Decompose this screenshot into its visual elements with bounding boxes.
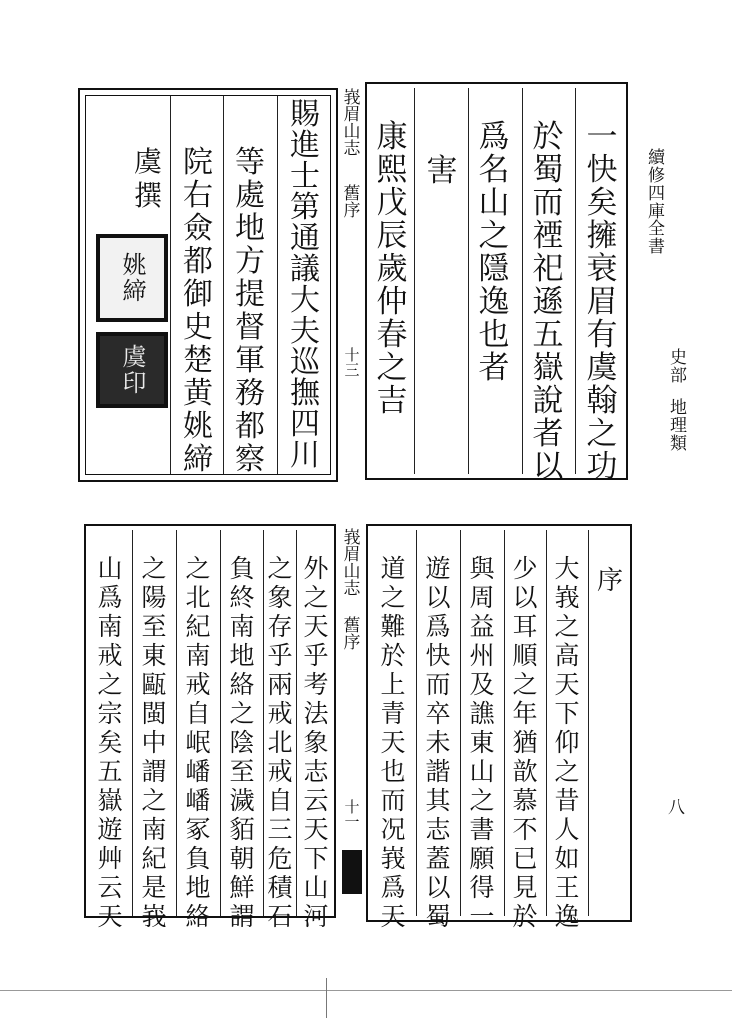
collection-title: 續 修 四 庫 全 書 [648, 148, 665, 258]
bottom-text-column-7: 之 象 存 乎 兩 戒 北 戒 自 三 危 積 石 [267, 554, 293, 931]
column-rule [588, 530, 589, 916]
top-text-column-3: 爲 名 山 之 隱 逸 也 者 [478, 119, 510, 386]
bottom-text-column-8: 負 終 南 地 絡 之 陰 至 濊 貊 朝 鮮 謂 [229, 554, 255, 931]
column-rule [296, 530, 297, 916]
column-rule [132, 530, 133, 916]
top-text-column-8: 院 右 僉 都 御 史 楚 黄 姚 締 [183, 145, 213, 477]
column-rule [575, 88, 576, 474]
bottom-text-column-10: 之 陽 至 東 甌 閩 中 謂 之 南 紀 是 峩 [141, 554, 167, 931]
top-text-column-7: 等 處 地 方 提 督 軍 務 都 察 [235, 145, 265, 477]
column-rule [277, 96, 278, 474]
top-gutter-title: 峩 眉 山 志 [343, 88, 361, 159]
scan-edge-line [0, 990, 732, 991]
bottom-gutter-title: 峩 眉 山 志 [343, 528, 361, 599]
column-rule [416, 530, 417, 916]
top-text-column-4: 害 [426, 153, 458, 189]
top-gutter-folio: 十 三 [344, 346, 360, 379]
category-label: 地 理 類 [670, 398, 687, 454]
bottom-text-column-5: 道 之 難 於 上 青 天 也 而 况 峩 爲 天 [380, 554, 406, 931]
column-rule [460, 530, 461, 916]
bottom-text-column-2: 少 以 耳 順 之 年 猶 歆 慕 不 已 見 於 [512, 554, 538, 931]
top-text-column-5: 康 熙 戊 辰 歲 仲 春 之 吉 [376, 119, 408, 419]
page-number: 八 [668, 798, 685, 818]
bottom-text-column-6: 外 之 天 乎 考 法 象 志 云 天 下 山 河 [303, 554, 329, 931]
courtesy-seal [96, 332, 168, 408]
seal-text: 虞印 [118, 344, 146, 396]
column-rule [414, 88, 415, 474]
bottom-gutter-section: 舊 序 [343, 616, 361, 653]
column-rule [223, 96, 224, 474]
column-rule [176, 530, 177, 916]
top-gutter-section: 舊 序 [343, 184, 361, 221]
gutter-fishtail-mark [342, 850, 362, 894]
column-rule [546, 530, 547, 916]
bottom-heading: 序 [596, 566, 623, 596]
bottom-text-column-9: 之 北 紀 南 戒 自 岷 嶓 嶓 冢 負 地 絡 [185, 554, 211, 931]
top-text-column-2: 於 蜀 而 禋 祀 遜 五 嶽 說 者 以 [532, 119, 564, 485]
scan-crease [326, 978, 327, 1018]
column-rule [468, 88, 469, 474]
top-text-column-1: 一 快 矣 擁 衰 眉 有 虞 翰 之 功 [586, 119, 618, 485]
bottom-text-column-3: 與 周 益 州 及 譙 東 山 之 書 願 得 一 [469, 554, 495, 931]
top-text-column-9: 虞 撰 [133, 145, 162, 212]
seal-text: 姚締 [118, 252, 146, 304]
column-rule [170, 96, 171, 474]
section-label: 史 部 [670, 348, 687, 386]
bottom-gutter-folio: 十 一 [344, 798, 360, 831]
bottom-text-column-11: 山 爲 南 戒 之 宗 矣 五 嶽 遊 艸 云 天 [97, 554, 123, 931]
name-seal [96, 234, 168, 322]
bottom-text-column-1: 大 峩 之 高 天 下 仰 之 昔 人 如 王 逸 [554, 554, 580, 931]
top-text-column-6: 賜 進 士 第 通 議 大 夫 巡 撫 四 川 [290, 97, 320, 473]
column-rule [220, 530, 221, 916]
column-rule [504, 530, 505, 916]
column-rule [522, 88, 523, 474]
bottom-text-column-4: 遊 以 爲 快 而 卒 未 諧 其 志 蓋 以 蜀 [425, 554, 451, 931]
